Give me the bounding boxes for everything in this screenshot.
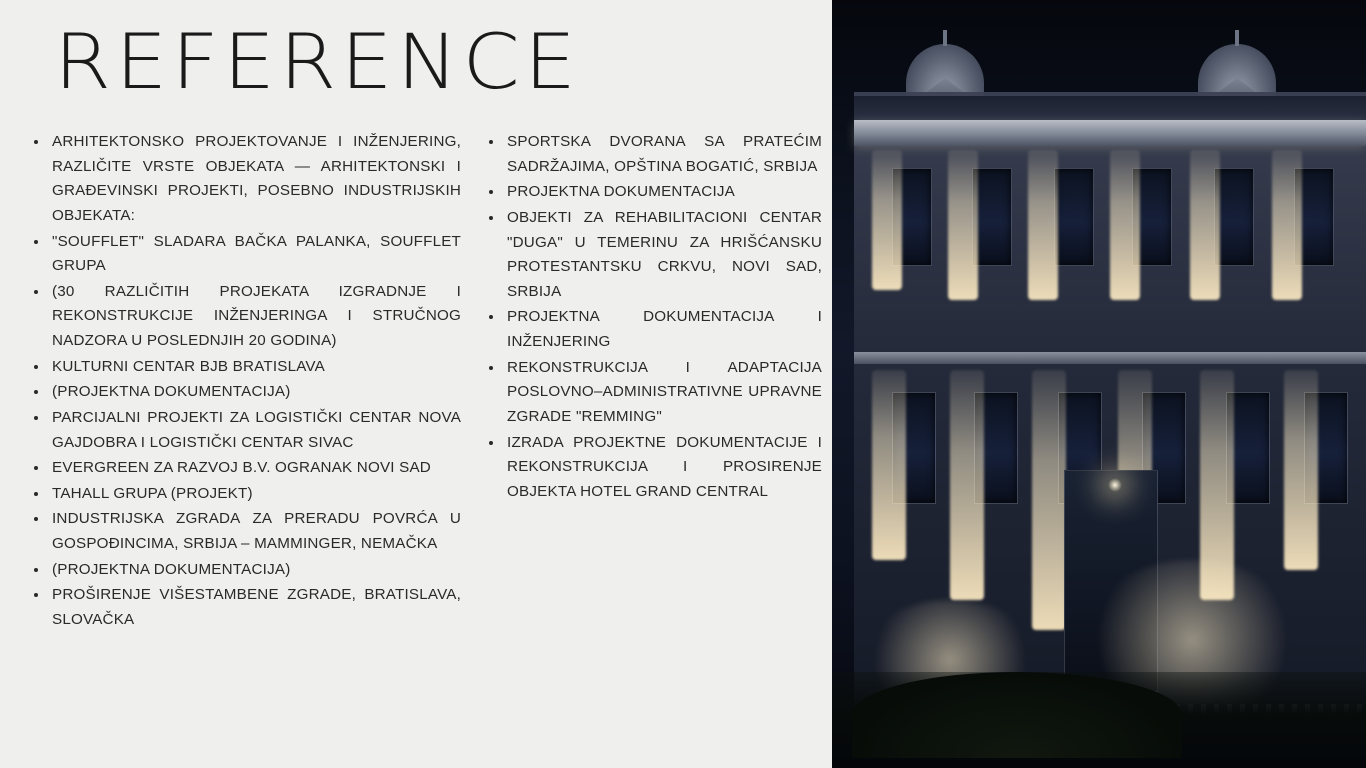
facade-uplight: [872, 150, 902, 290]
facade-uplight: [1284, 370, 1318, 570]
list-item: [477, 431, 822, 505]
facade-uplight: [950, 370, 984, 600]
list-item-text: IZRADA PROJEKTNE DOKUMENTACIJE I REKONSTRUKCIJA I PROSIRENJE OBJEKTA HOTEL GRAND CENTRAL: [507, 433, 822, 500]
mid-cornice: [854, 352, 1366, 364]
facade-uplight: [872, 370, 906, 560]
roofline: [854, 96, 1366, 122]
bullet-columns: [22, 130, 822, 634]
list-item: [477, 305, 822, 354]
window: [1054, 168, 1094, 266]
list-item: [477, 130, 822, 179]
list-item-text: PROJEKTNA DOKUMENTACIJA: [507, 183, 735, 201]
list-item: [22, 130, 461, 229]
list-item-text: TAHALL GRUPA (PROJEKT): [52, 484, 253, 502]
facade-uplight: [1272, 150, 1302, 300]
list-item-text: (PROJEKTNA DOKUMENTACIJA): [52, 383, 291, 401]
facade-uplight: [1110, 150, 1140, 300]
left-bullet-list: [22, 130, 461, 633]
facade-uplight: [1190, 150, 1220, 300]
list-item-text: PROŠIRENJE VIŠESTAMBENE ZGRADE, BRATISLAVA, SLOVAČKA: [52, 586, 462, 628]
list-item: [477, 356, 822, 430]
list-item: [22, 558, 461, 583]
list-item-text: OBJEKTI ZA REHABILITACIONI CENTAR "DUGA" U TEMERINU ZA HRIŠĆANSKU PROTESTANTSKU CRKVU, NOVI SAD, SRBIJA: [507, 208, 822, 300]
list-item: [22, 456, 461, 481]
list-item: [22, 482, 461, 507]
list-item: [477, 206, 822, 305]
list-item-text: (30 RAZLIČITIH PROJEKATA IZGRADNJE I REKONSTRUKCIJE INŽENJERINGA I STRUČNOG NADZORA U POSLEDNJIH 20 GODINA): [52, 282, 462, 349]
window: [972, 168, 1012, 266]
list-item: [22, 507, 461, 556]
entrance-lamp-glow: [1108, 478, 1122, 492]
list-item-text: EVERGREEN ZA RAZVOJ B.V. OGRANAK NOVI SAD: [52, 459, 431, 477]
foreground-bushes: [832, 672, 1366, 768]
list-item-text: INDUSTRIJSKA ZGRADA ZA PRERADU POVRĆA U GOSPOĐINCIMA, SRBIJA – MAMMINGER, NEMAČKA: [52, 510, 462, 552]
facade-uplight: [1028, 150, 1058, 300]
list-item-text: REKONSTRUKCIJA I ADAPTACIJA POSLOVNO–ADMINISTRATIVNE UPRAVNE ZGRADE "REMMING": [507, 358, 822, 425]
list-item-text: SPORTSKA DVORANA SA PRATEĆIM SADRŽAJIMA, OPŠTINA BOGATIĆ, SRBIJA: [507, 133, 822, 175]
list-item: [477, 180, 822, 205]
list-item-text: PROJEKTNA DOKUMENTACIJA I INŽENJERING: [507, 308, 822, 350]
list-item: [22, 406, 461, 455]
upper-cornice: [854, 120, 1366, 146]
list-item: [22, 583, 461, 632]
list-item: [22, 355, 461, 380]
list-item-text: PARCIJALNI PROJEKTI ZA LOGISTIČKI CENTAR NOVA GAJDOBRA I LOGISTIČKI CENTAR SIVAC: [52, 408, 462, 451]
list-item-text: "SOUFFLET" SLADARA BAČKA PALANKA, SOUFFLET GRUPA: [52, 232, 462, 275]
list-item-text: ARHITEKTONSKO PROJEKTOVANJE I INŽENJERING, RAZLIČITE VRSTE OBJEKATA — ARHITEKTONSKI I GRAĐEVINSKI PROJEKTI, POSEBNO INDUSTRIJSKIH OBJEKATA:: [52, 133, 462, 224]
list-item: [22, 230, 461, 279]
list-item-text: KULTURNI CENTAR BJB BRATISLAVA: [52, 357, 325, 375]
illuminated-building-night-photo: [832, 0, 1366, 768]
list-item-text: (PROJEKTNA DOKUMENTACIJA): [52, 560, 291, 578]
list-item: [22, 380, 461, 405]
facade-uplight: [948, 150, 978, 300]
facade-uplight: [1032, 370, 1066, 630]
right-bullet-column: [477, 130, 822, 634]
window: [1214, 168, 1254, 266]
right-bullet-list: [477, 130, 822, 504]
list-item: [22, 280, 461, 354]
left-bullet-column: [22, 130, 461, 634]
page-title: REFERENCE: [54, 17, 581, 106]
